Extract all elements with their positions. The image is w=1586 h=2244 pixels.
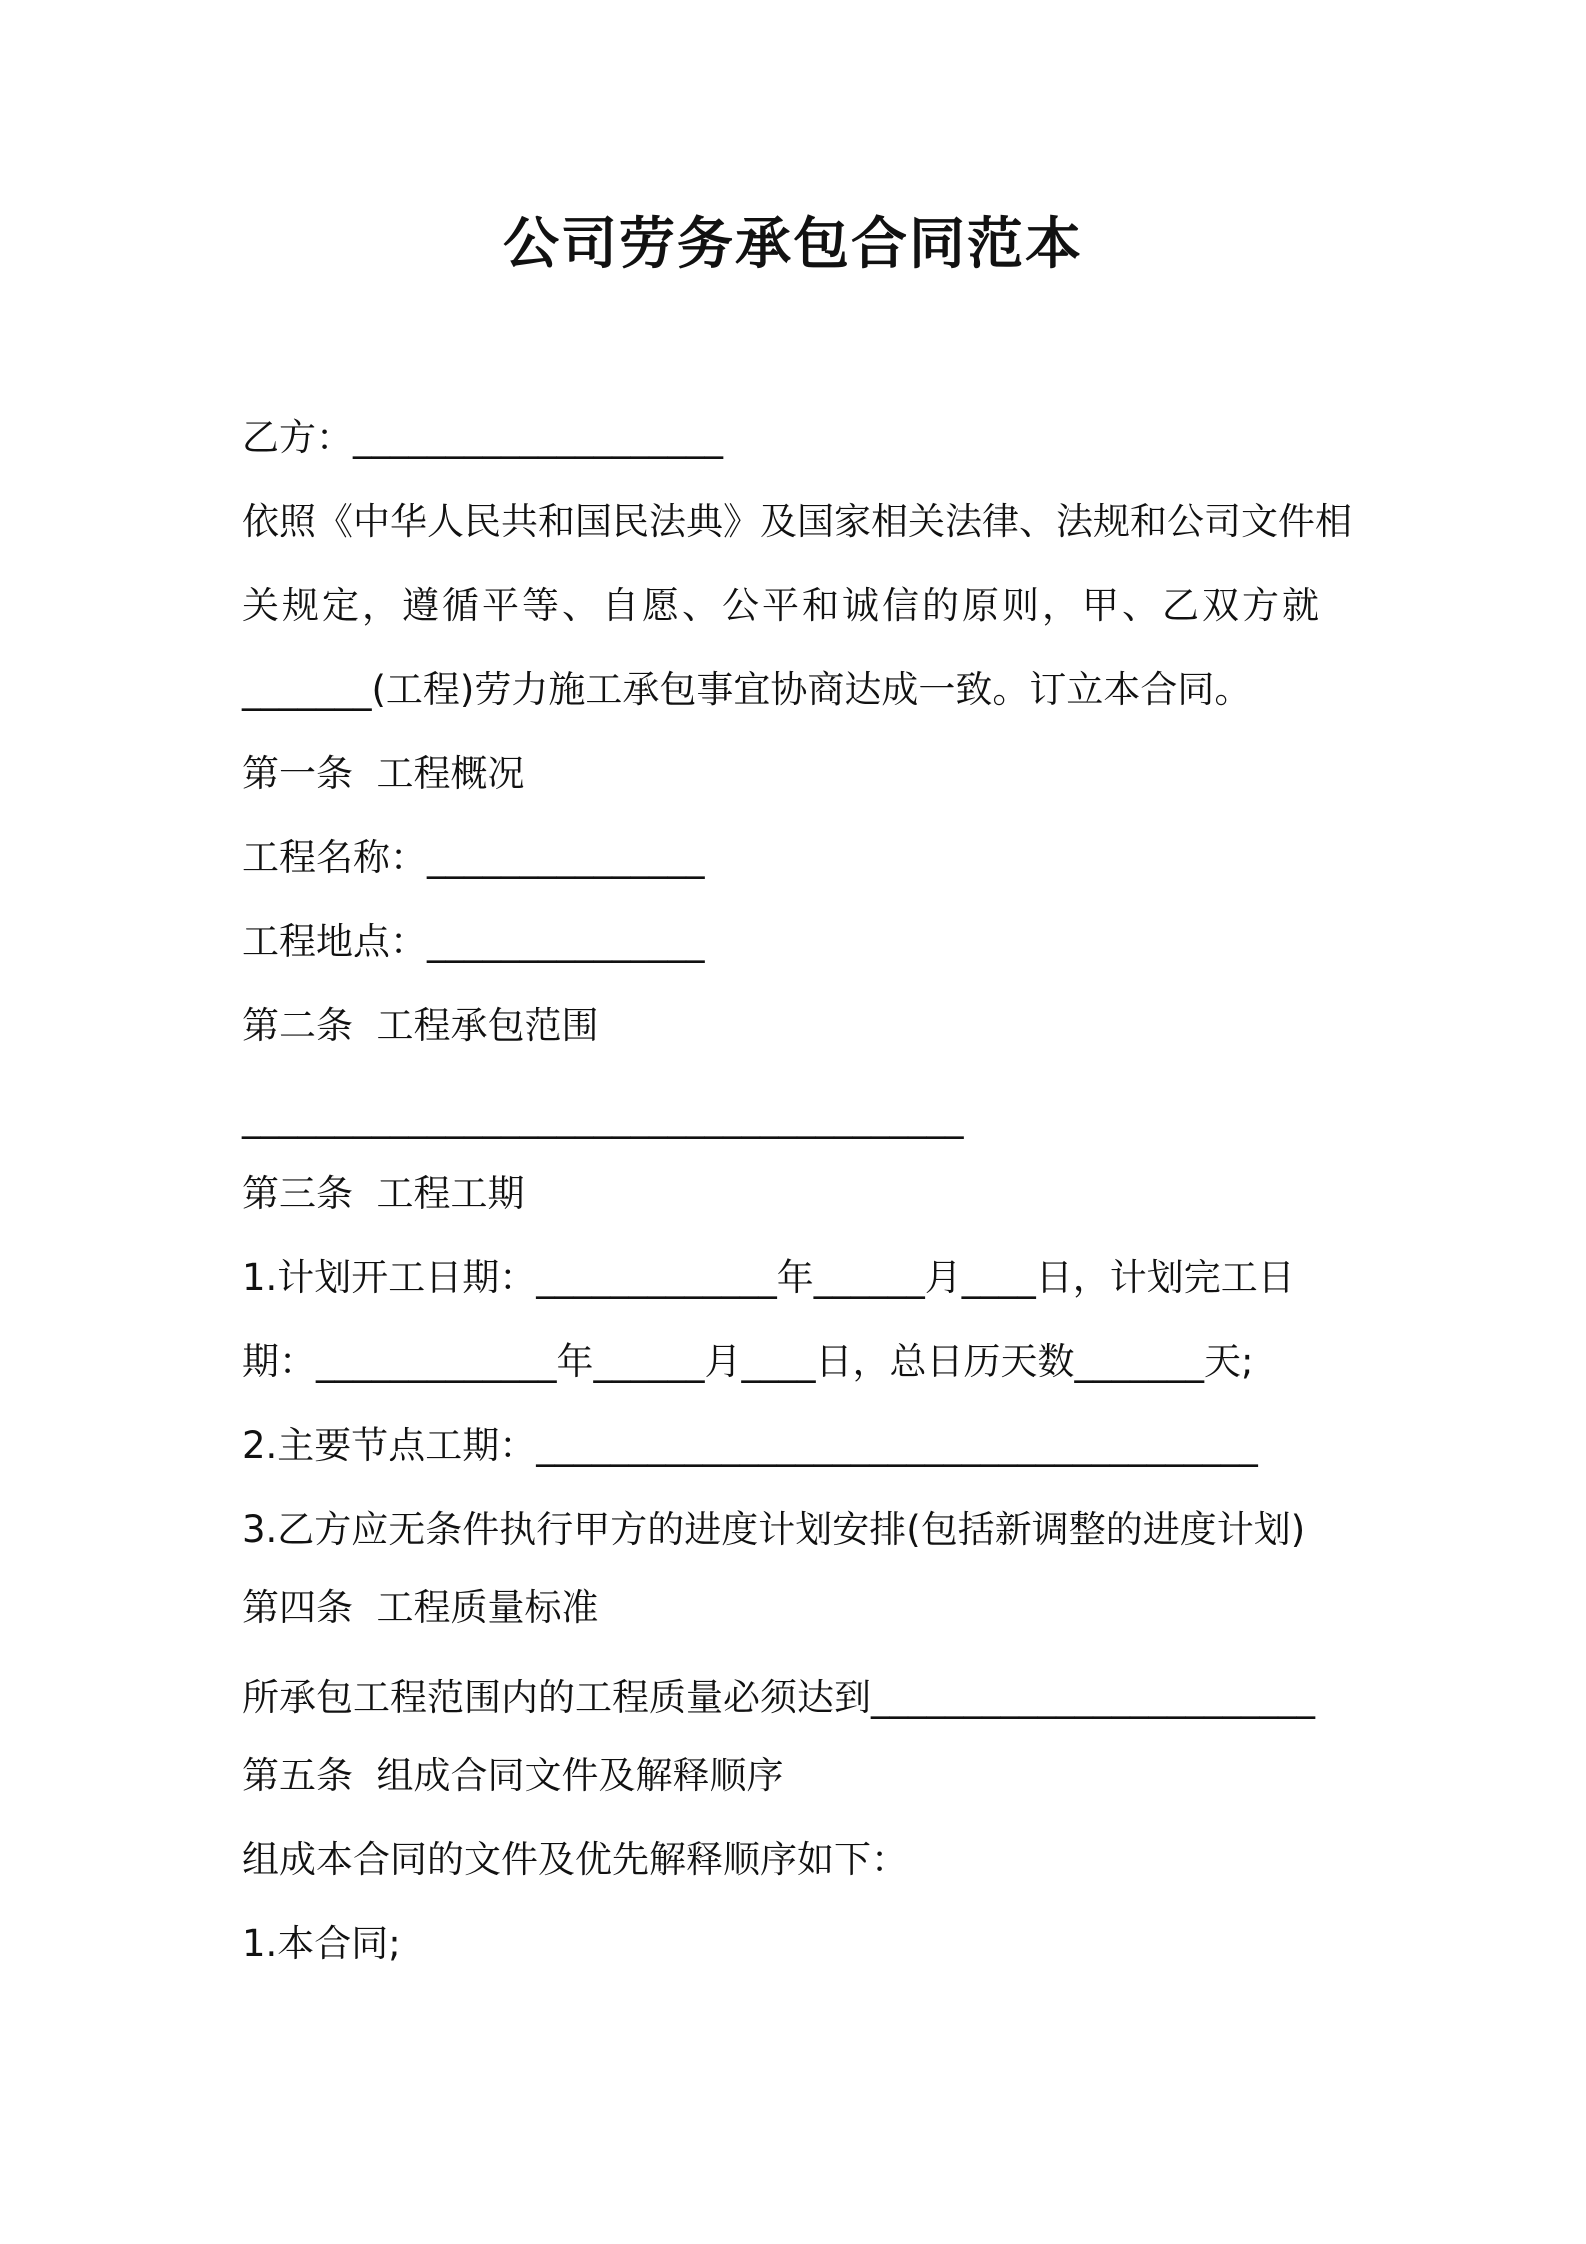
article-heading: 第一条 工程概况: [242, 752, 525, 795]
paragraph-line: 2.主要节点工期：_______________________________________: [242, 1424, 1258, 1467]
paragraph-line: _______(工程)劳力施工承包事宜协商达成一致。订立本合同。: [242, 668, 1252, 711]
paragraph-line: 3.乙方应无条件执行甲方的进度计划安排(包括新调整的进度计划): [242, 1508, 1306, 1551]
list-item: 1.本合同;: [242, 1922, 401, 1965]
paragraph-line: 1.计划开工日期：_____________年______月____日，计划完工日: [242, 1256, 1295, 1299]
article-heading: 第四条 工程质量标准: [242, 1586, 599, 1629]
document-title: 公司劳务承包合同范本: [503, 212, 1083, 277]
blank-line: _______________________________________: [242, 1096, 964, 1139]
paragraph-line: 依照《中华人民共和国民法典》及国家相关法律、法规和公司文件相: [242, 500, 1352, 543]
article-heading: 第五条 组成合同文件及解释顺序: [242, 1754, 784, 1797]
paragraph-line: 工程地点：_______________: [242, 920, 705, 963]
paragraph-line: 组成本合同的文件及优先解释顺序如下：: [242, 1838, 908, 1881]
paragraph-line: 所承包工程范围内的工程质量必须达到________________________: [242, 1676, 1315, 1719]
paragraph-line: 工程名称：_______________: [242, 836, 705, 879]
article-heading: 第二条 工程承包范围: [242, 1004, 599, 1047]
party-b-line: 乙方：____________________: [242, 416, 723, 459]
paragraph-line: 关规定，遵循平等、自愿、公平和诚信的原则，甲、乙双方就: [242, 584, 1322, 627]
paragraph-line: 期：_____________年______月____日，总日历天数_______天;: [242, 1340, 1254, 1383]
article-heading: 第三条 工程工期: [242, 1172, 525, 1215]
